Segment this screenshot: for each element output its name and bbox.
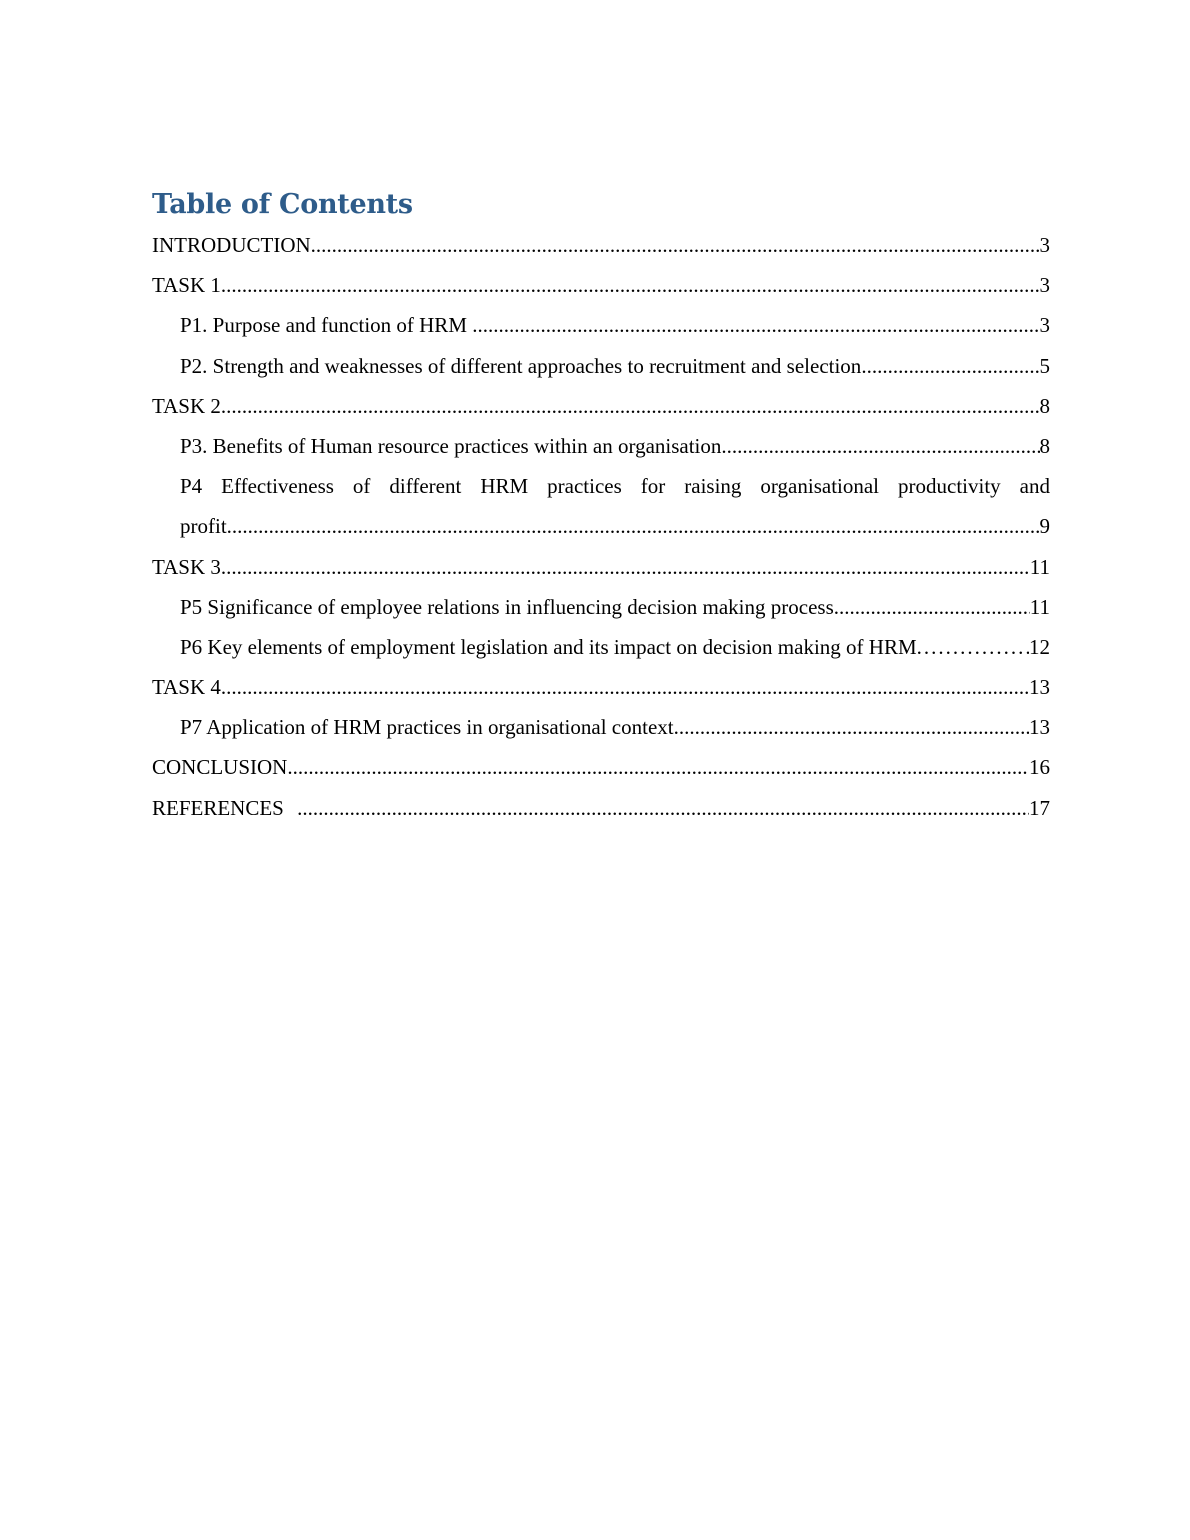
toc-entry-p7[interactable] [152,707,1050,747]
toc-entry-label: INTRODUCTION [152,233,311,257]
toc-entry-page: 9 [1039,514,1050,539]
toc-entry-label: profit [180,514,227,539]
toc-entry-page: 13 [1029,715,1050,740]
toc-entry-introduction[interactable] [152,225,1050,265]
dot-leader [221,667,1029,707]
toc-entry-page: 3 [1039,273,1050,298]
toc-entry-page: 3 [1039,233,1050,257]
toc-entry-page: 12 [1029,634,1050,659]
toc-entry-label: P5 Significance of employee relations in influencing decision making process [180,594,834,619]
toc-entry-p2[interactable] [152,346,1050,386]
toc-entry-page: 5 [1039,353,1050,378]
toc-entry-label: P3. Benefits of Human resource practices within an organisation [180,433,722,458]
toc-entry-page: 17 [1029,795,1050,820]
toc-entry-page: 16 [1029,755,1050,780]
toc-entry-task-1[interactable] [152,265,1050,305]
toc-title: Table of Contents [152,189,413,220]
toc-entry-conclusion[interactable] [152,747,1050,787]
toc-entry-page: 11 [1029,594,1050,619]
dot-leader [917,627,1029,667]
toc-entry-task-3[interactable] [152,547,1050,587]
dot-leader [311,225,1040,265]
toc-entry-p4-line1[interactable] [152,466,1050,506]
toc-entry-page: 13 [1029,675,1050,700]
dot-leader [674,707,1029,747]
toc-entry-label: P7 Application of HRM practices in organisational context [180,715,674,740]
dot-leader [289,788,1029,828]
dot-leader [472,305,1039,345]
toc-entry-label: REFERENCES [152,795,290,820]
toc-entry-p3[interactable] [152,426,1050,466]
toc-entry-label: TASK 4 [152,675,221,700]
toc-entry-label: TASK 3 [152,554,221,579]
toc-entry-p4[interactable] [152,506,1050,546]
toc-entry-label: P4 Effectiveness of different HRM practices for raising organisational productivity and [180,474,1050,499]
dot-leader [287,747,1029,787]
toc-entry-label: P2. Strength and weaknesses of different approaches to recruitment and selection [180,353,862,378]
toc-entry-p1[interactable] [152,305,1050,345]
toc-entry-task-4[interactable] [152,667,1050,707]
table-of-contents [152,185,1050,828]
toc-entry-label: CONCLUSION [152,755,288,780]
toc-entry-page: 3 [1039,313,1050,338]
dot-leader [221,265,1040,305]
toc-entry-p6[interactable] [152,627,1050,667]
dot-leader [227,506,1040,546]
toc-entry-p5[interactable] [152,587,1050,627]
toc-entry-page: 8 [1039,393,1050,418]
toc-entry-task-2[interactable] [152,386,1050,426]
toc-entry-label: P6 Key elements of employment legislation and its impact on decision making of HRM [180,634,917,659]
toc-entry-label: P1. Purpose and function of HRM [180,313,473,338]
toc-entry-page: 11 [1029,554,1050,579]
toc-entry-page: 8 [1039,433,1050,458]
toc-entry-label: TASK 1 [152,273,221,298]
dot-leader [221,547,1030,587]
dot-leader [861,346,1039,386]
dot-leader [834,587,1030,627]
toc-entry-label: TASK 2 [152,393,221,418]
dot-leader [721,426,1039,466]
dot-leader [221,386,1040,426]
toc-entry-references[interactable] [152,788,1050,828]
